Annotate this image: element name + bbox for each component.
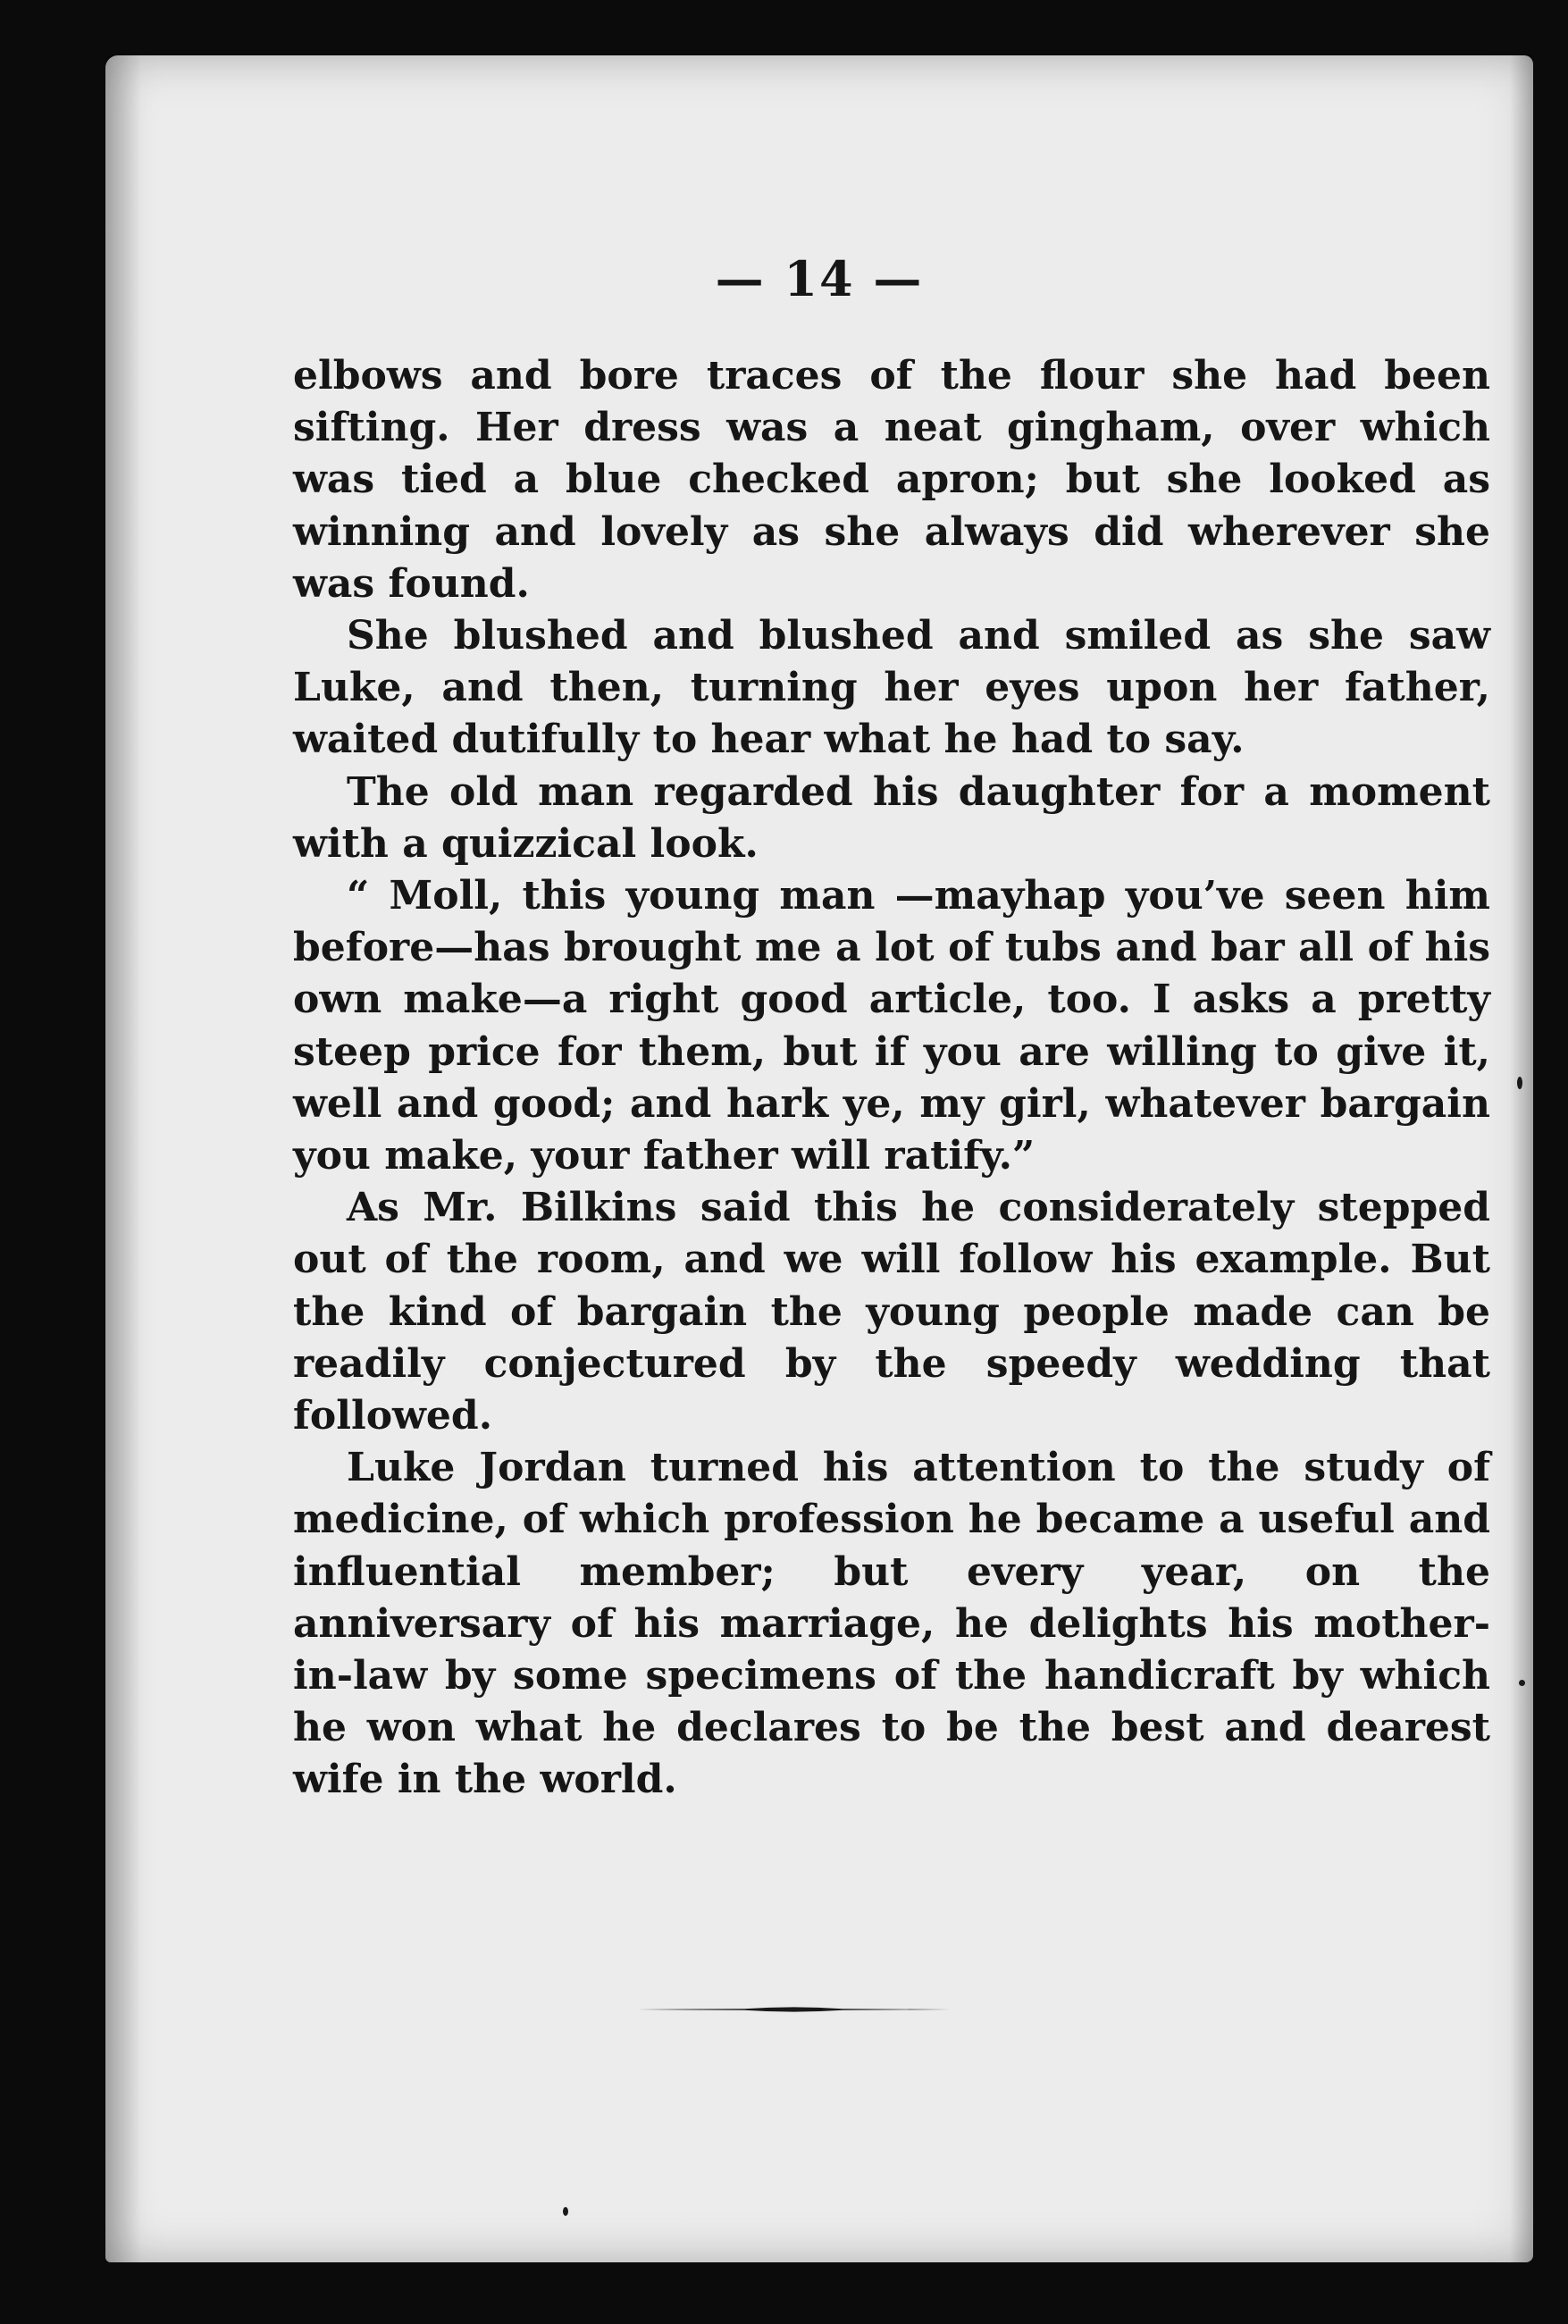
paragraph-4: “ Moll, this young man —mayhap you’ve seen him before—has brought me a lot of tubs and bar all of his own make—a right good article, too. I asks a pretty steep price for them, but if you are willing to give it, well and good; and hark ye, my girl, whatever bargain you make, your father will ratify.” [293,873,1490,1179]
paragraph-2: She blushed and blushed and smiled as she saw Luke, and then, turning her eyes upon her father, waited dutifully to hear what he had to say. [293,613,1490,763]
page-shadow-right [1510,55,1533,2262]
page-shadow-left [105,55,141,2262]
paragraph-5: As Mr. Bilkins said this he considerately stepped out of the room, and we will follow his example. But the kind of bargain the young people made can be readily conjectured by the speedy wedding that followed. [293,1185,1490,1439]
paragraph-3: The old man regarded his daughter for a moment with a quizzical look. [293,768,1490,867]
paragraph-6: Luke Jordan turned his attention to the study of medicine, of which profession he became a useful and influential member; but every year, on the anniversary of his marriage, he delights his mother-in-law by some specimens of the handicraft by which he won what he declares to be the best and dearest wife in the world. [293,1445,1490,1803]
book-page [105,55,1533,2262]
page-number: — 14 — [715,250,924,307]
scan-speck [1519,1680,1525,1686]
body-text [293,350,1490,1807]
paragraph-1: elbows and bore traces of the flour she had been sifting. Her dress was a neat gingham, over which was tied a blue checked apron; but she looked as winning and lovely as she always did wherever she was found. [293,353,1490,607]
scan-speck [563,2207,568,2216]
end-ornament-rule [637,2005,950,2014]
scan-speck [1517,1077,1522,1089]
